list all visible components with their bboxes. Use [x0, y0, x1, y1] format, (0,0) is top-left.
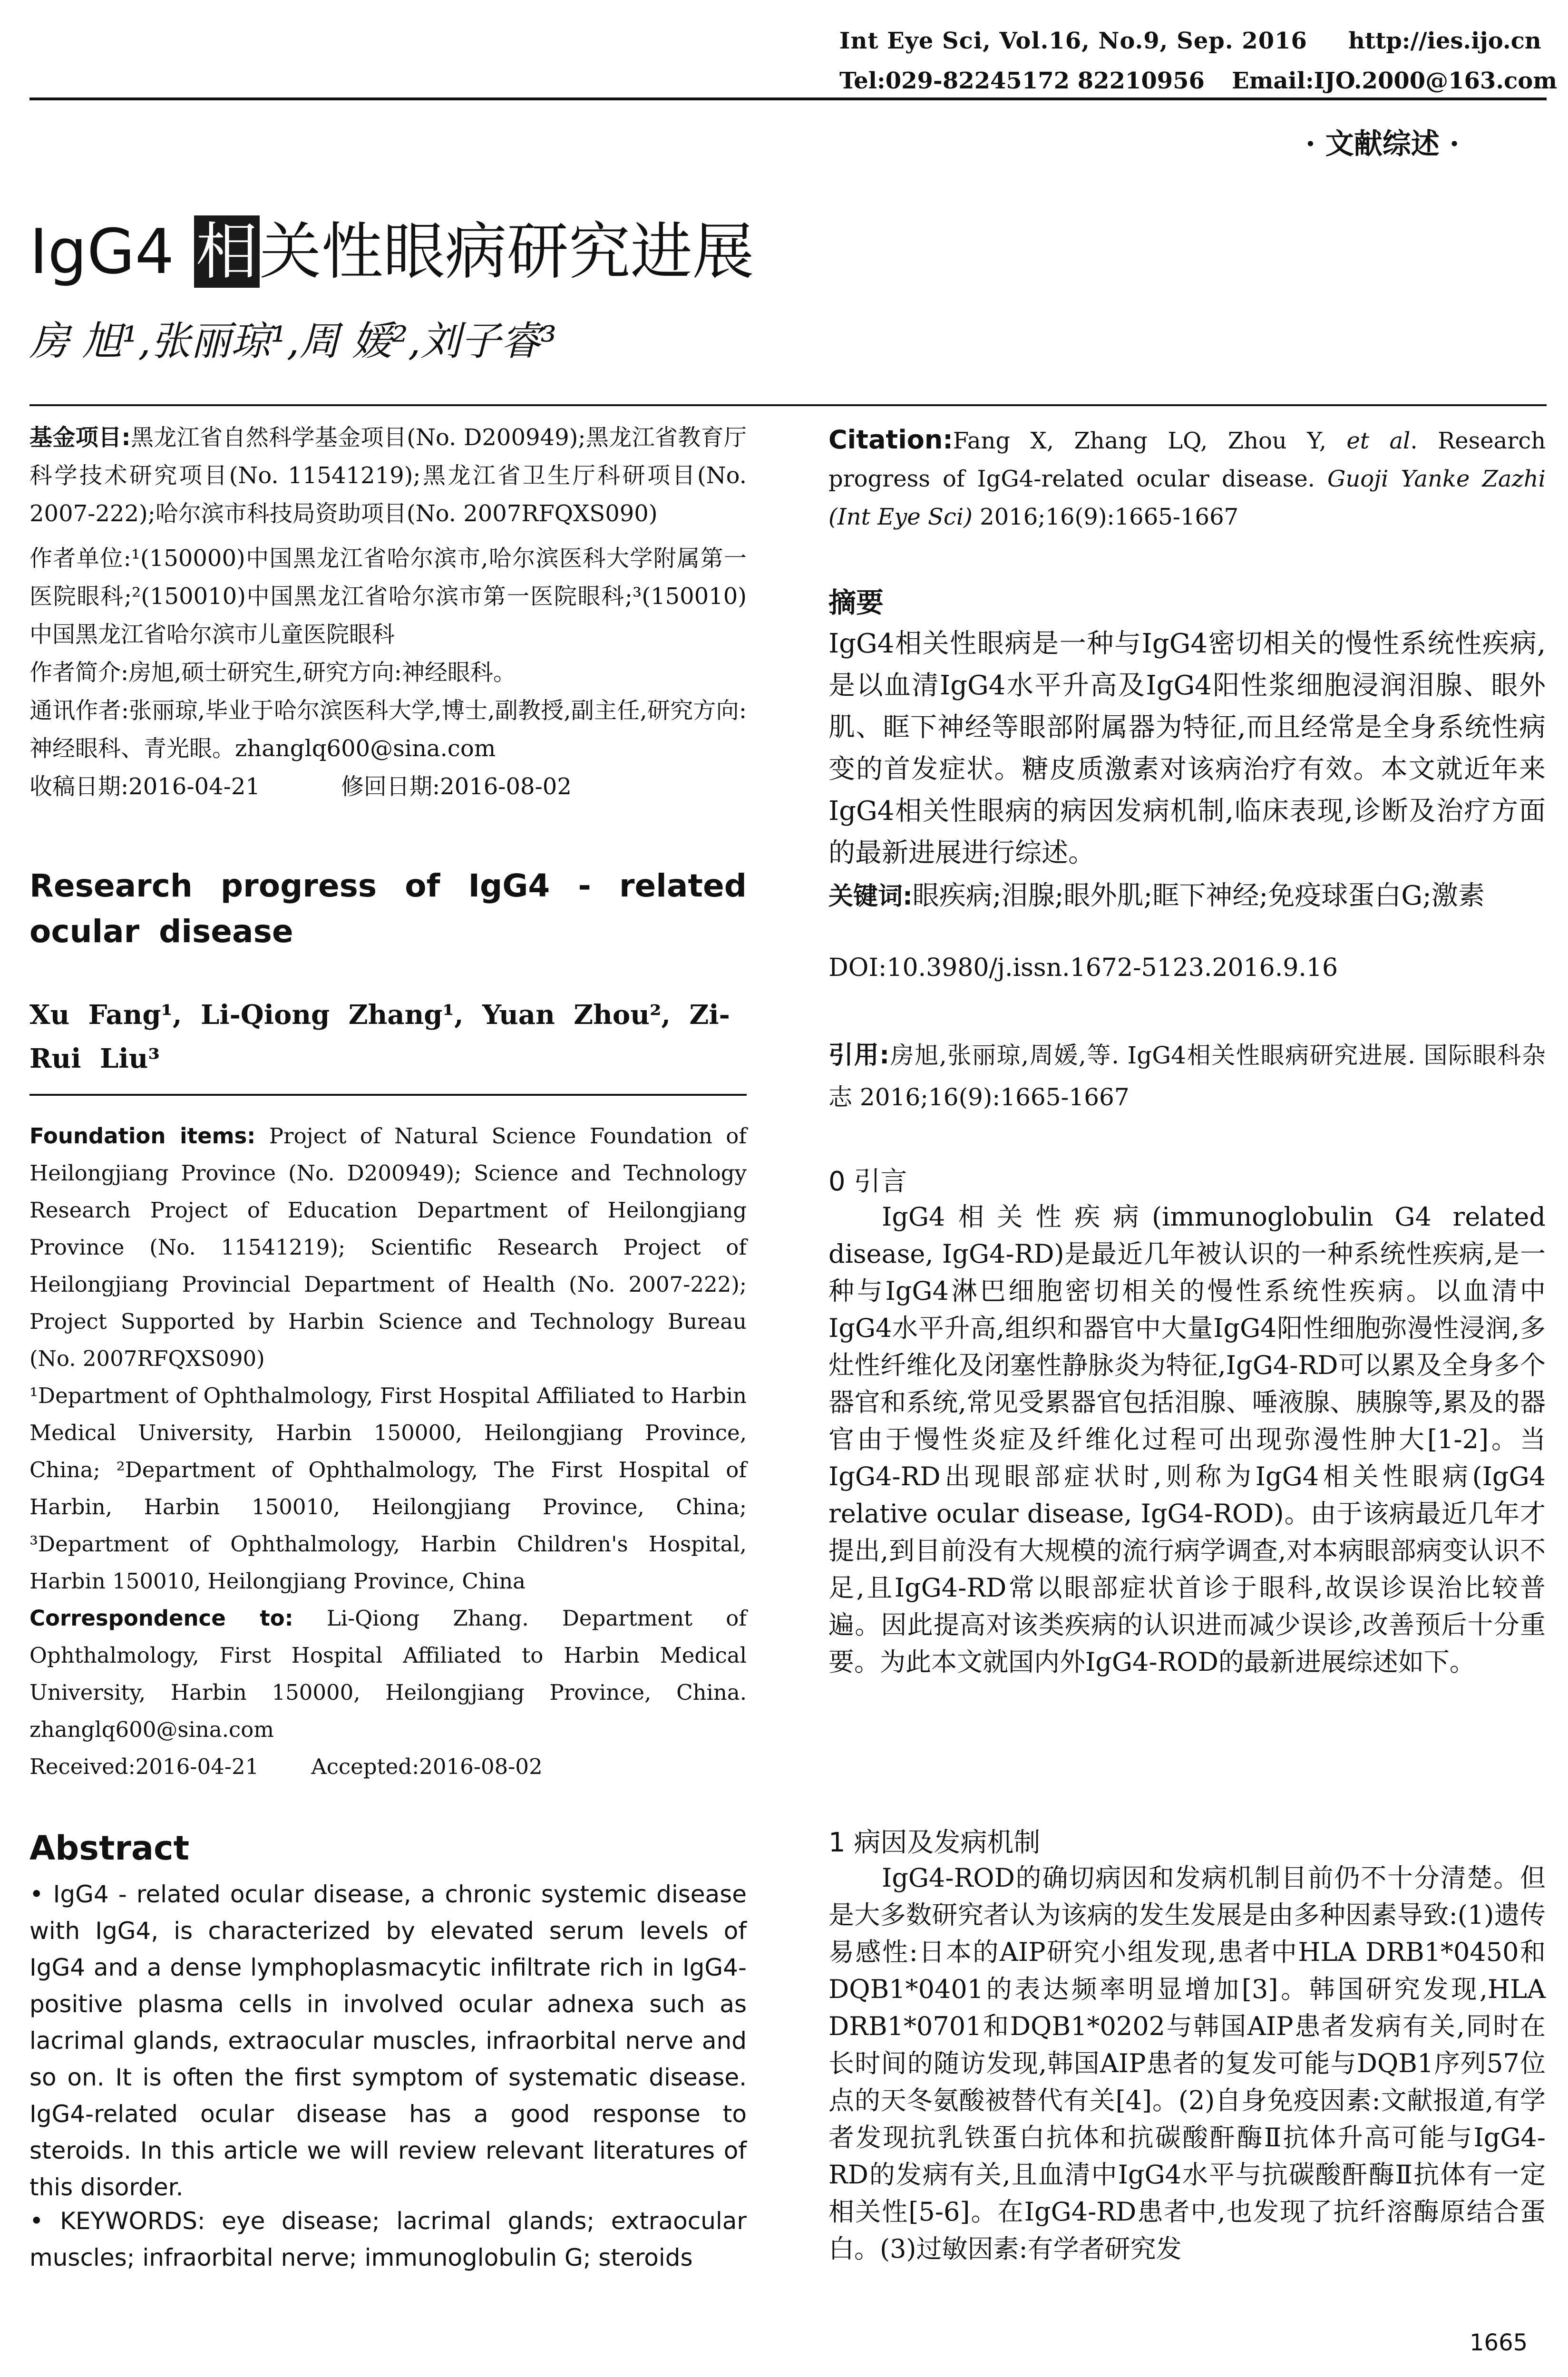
affiliation-en: ¹Department of Ophthalmology, First Hospital Affiliated to Harbin Medical University, Harbin 150000, Heilongjiang Province, China; ²Department of Ophthalmology, The First Hospital of Harbin, Harbin 150010, Heilongjiang Province, China; ³Department of Ophthalmology, Harbin Children's Hospital, Harbin 150010, Heilongjiang Province, China	[29, 1383, 747, 1594]
keywords-cn-label: 关键词:	[828, 882, 913, 911]
authors-en-rule	[29, 1094, 747, 1096]
foundation-cn-text: 黑龙江省自然科学基金项目(No. D200949);黑龙江省教育厅科学技术研究项目(No. 11541219);黑龙江省卫生厅科研项目(No. 2007-222);哈尔滨市科技局资助项目(No. 2007RFQXS090)	[29, 424, 747, 527]
section-1-body: IgG4-ROD的确切病因和发病机制目前仍不十分清楚。但是大多数研究者认为该病的发生发展是由多种因素导致:(1)遗传易感性:日本的AIP研究小组发现,患者中HLA DRB1*0450和DQB1*0401的表达频率明显增加[3]。韩国研究发现,HLA DRB1*0701和DQB1*0202与韩国AIP患者发病有关,同时在长时间的随访发现,韩国AIP患者的复发可能与DQB1序列57位点的天冬氨酸被替代有关[4]。(2)自身免疫因素:文献报道,有学者发现抗乳铁蛋白抗体和抗碳酸酐酶Ⅱ抗体升高可能与IgG4-RD的发病有关,且血清中IgG4水平与抗碳酸酐酶Ⅱ抗体有一定相关性[5-6]。在IgG4-RD患者中,也发现了抗纤溶酶原结合蛋白。(3)过敏因素:有学者研究发	[828, 1863, 1546, 2264]
page-number: 1665	[1470, 2329, 1528, 2356]
authors-cn: 房 旭¹,张丽琼¹,周 媛²,刘子睿³	[29, 318, 557, 364]
authors-en: Xu Fang¹, Li-Qiong Zhang¹, Yuan Zhou², Zi-Rui Liu³	[29, 999, 730, 1074]
title-en: Research progress of IgG4 - related ocular disease	[29, 867, 747, 950]
affiliation-cn: 作者单位:¹(150000)中国黑龙江省哈尔滨市,哈尔滨医科大学附属第一医院眼科;²(150010)中国黑龙江省哈尔滨市第一医院眼科;³(150010)中国黑龙江省哈尔滨市儿童医院眼科	[29, 545, 747, 648]
foundation-en-text: Project of Natural Science Foundation of Heilongjiang Province (No. D200949); Science and Technology Research Project of Education Department of Heilongjiang Province (No. 11541219); Scientific Research Project of Heilongjiang Provincial Department of Health (No. 2007-222); Project Supported by Harbin Science and Technology Bureau (No. 2007RFQXS090)	[29, 1123, 747, 1371]
doi[interactable]: DOI:10.3980/j.issn.1672-5123.2016.9.16	[828, 954, 1338, 982]
citation-end: 2016;16(9):1665-1667	[972, 504, 1239, 530]
abstract-cn-body: IgG4相关性眼病是一种与IgG4密切相关的慢性系统性疾病,是以血清IgG4水平升高及IgG4阳性浆细胞浸润泪腺、眼外肌、眶下神经等眼部附属器为特征,而且经常是全身系统性病变的首发症状。糖皮质激素对该病治疗有效。本文就近年来IgG4相关性眼病的病因发病机制,临床表现,诊断及治疗方面的最新进展进行综述。	[828, 628, 1546, 868]
received-en: Received:2016-04-21	[29, 1754, 259, 1779]
abstract-cn-heading: 摘要	[828, 586, 884, 619]
title-rule	[29, 404, 1547, 406]
header-rule	[29, 97, 1547, 100]
title-cn-highlight: 相	[194, 215, 260, 288]
journal-email[interactable]: Email:IJO.2000@163.com	[1232, 68, 1558, 94]
journal-tel: Tel:029-82245172 82210956	[839, 68, 1205, 94]
section-0-body: IgG4相关性疾病(immunoglobulin G4 related disease, IgG4-RD)是最近几年被认识的一种系统性疾病,是一种与IgG4淋巴细胞密切相关的慢性系统性疾病。以血清中IgG4水平升高,组织和器官中大量IgG4阳性细胞弥漫性浸润,多灶性纤维化及闭塞性静脉炎为特征,IgG4-RD可以累及全身多个器官和系统,常见受累器官包括泪腺、唾液腺、胰腺等,累及的器官由于慢性炎症及纤维化过程可出现弥漫性肿大[1-2]。当IgG4-RD出现眼部症状时,则称为IgG4相关性眼病(IgG4 relative ocular disease, IgG4-ROD)。由于该病最近几年才提出,到目前没有大规模的流行病学调查,对本病眼部病变认识不足,且IgG4-RD常以眼部症状首诊于眼科,故误诊误治比较普遍。因此提高对该类疾病的认识进而减少误诊,改善预后十分重要。为此本文就国内外IgG4-ROD的最新进展综述如下。	[828, 1202, 1546, 1677]
section-1-heading: 1 病因及发病机制	[828, 1827, 1041, 1858]
reference-cn	[828, 1034, 1546, 1118]
title-cn-rest: 关性眼病研究进展	[259, 215, 754, 288]
received-cn: 收稿日期:2016-04-21	[29, 773, 260, 800]
metadata-en	[29, 1118, 747, 1785]
correspondence-en-label: Correspondence to:	[29, 1606, 293, 1631]
reference-cn-text: 房旭,张丽琼,周媛,等. IgG4相关性眼病研究进展. 国际眼科杂志 2016;16(9):1665-1667	[828, 1042, 1546, 1111]
citation-label: Citation:	[828, 425, 953, 455]
journal-info: Int Eye Sci, Vol.16, No.9, Sep. 2016	[839, 28, 1307, 54]
citation-etal: et al	[1346, 428, 1411, 454]
citation-en	[828, 421, 1546, 536]
keywords-en: • KEYWORDS: eye disease; lacrimal glands; extraocular muscles; infraorbital nerve; immunoglobulin G; steroids	[29, 2207, 747, 2271]
title-cn-prefix: IgG4	[29, 215, 194, 288]
reference-cn-label: 引用:	[828, 1041, 890, 1070]
abstract-en-body: • IgG4 - related ocular disease, a chronic systemic disease with IgG4, is characterized by elevated serum levels of IgG4 and a dense lymphoplasmacytic infiltrate rich in IgG4-positive plasma cells in involved ocular adnexa such as lacrimal glands, extraocular muscles, infraorbital nerve and so on. It is often the first symptom of systematic disease. IgG4-related ocular disease has a good response to steroids. In this article we will review relevant literatures of this disorder.	[29, 1880, 747, 2201]
accepted-en: Accepted:2016-08-02	[311, 1754, 543, 1779]
correspondence-cn: 通讯作者:张丽琼,毕业于哈尔滨医科大学,博士,副教授,副主任,研究方向:神经眼科、青光眼。zhanglq600@sina.com	[29, 697, 747, 762]
section-0-heading: 0 引言	[828, 1166, 907, 1197]
foundation-cn	[29, 419, 747, 533]
section-label: · 文献综述 ·	[1305, 127, 1460, 161]
keywords-cn-text: 眼疾病;泪腺;眼外肌;眶下神经;免疫球蛋白G;激素	[912, 880, 1485, 911]
title-cn	[29, 202, 754, 291]
dates-en	[29, 1748, 747, 1785]
foundation-en-label: Foundation items:	[29, 1123, 256, 1149]
keywords-cn	[828, 875, 1546, 917]
revised-cn: 修回日期:2016-08-02	[341, 773, 572, 800]
dates-cn	[29, 768, 747, 806]
abstract-en-heading: Abstract	[29, 1829, 190, 1868]
correspondence-en-text: Li-Qiong Zhang. Department of Ophthalmology, First Hospital Affiliated to Harbin Medical University, Harbin 150000, Heilongjiang Province, China. zhanglq600@sina.com	[29, 1606, 747, 1742]
foundation-en	[29, 1118, 747, 1377]
journal-url[interactable]: http://ies.ijo.cn	[1348, 28, 1541, 54]
foundation-cn-label: 基金项目:	[29, 424, 131, 451]
citation-journal: Guoji Yanke Zazhi (Int Eye Sci)	[828, 466, 1546, 530]
citation-plain: Fang X, Zhang LQ, Zhou Y,	[953, 428, 1347, 454]
citation-mid: . Research progress of IgG4-related ocular disease.	[828, 428, 1546, 492]
correspondence-en	[29, 1600, 747, 1748]
author-brief-cn: 作者简介:房旭,硕士研究生,研究方向:神经眼科。	[29, 659, 516, 686]
metadata-cn	[29, 419, 747, 806]
